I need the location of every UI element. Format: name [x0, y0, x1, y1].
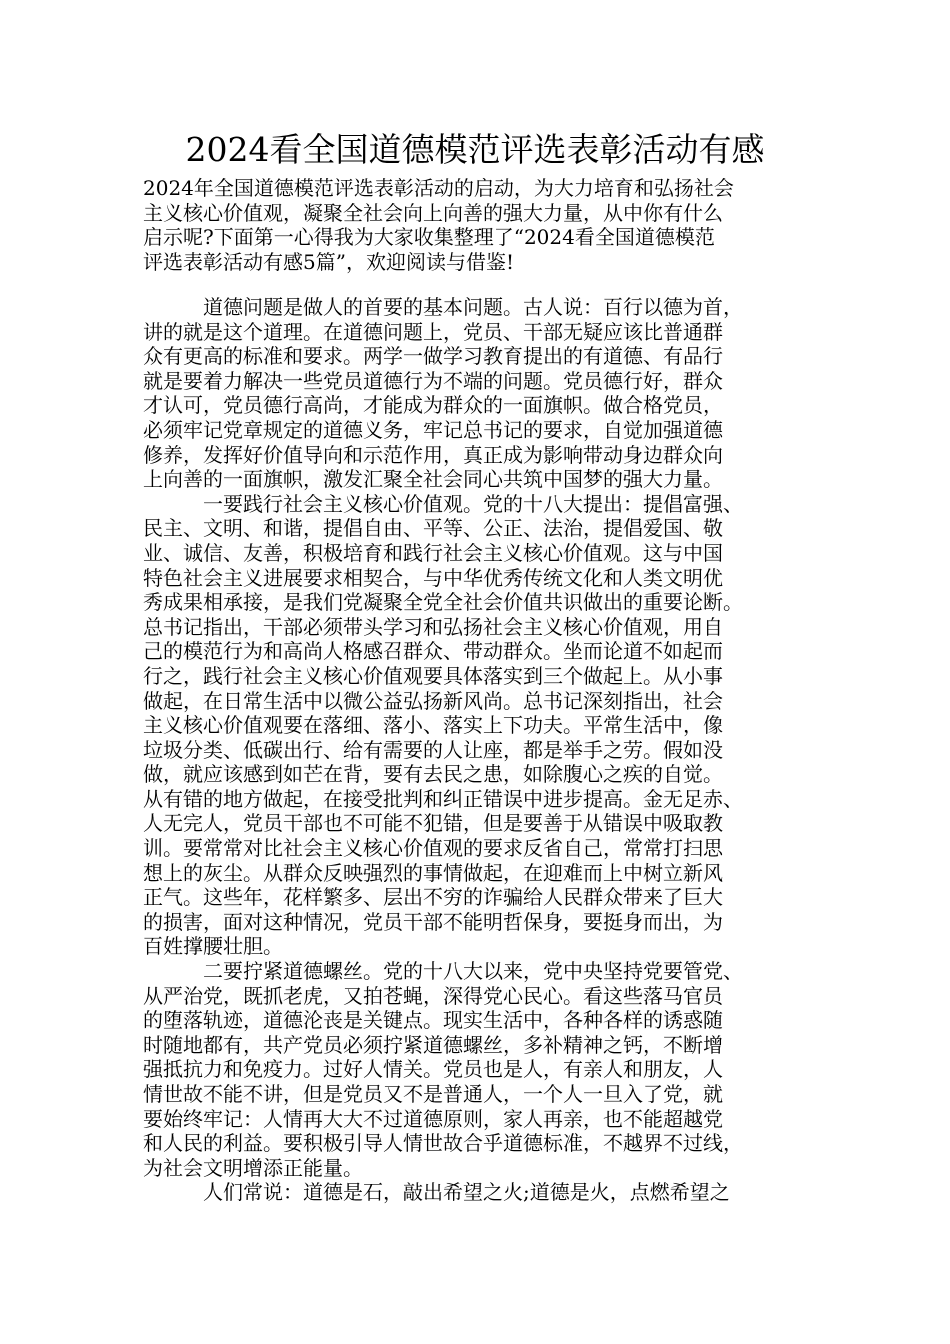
paragraph-line: 才认可，党员德行高尚，才能成为群众的一面旗帜。做合格党员，	[143, 393, 723, 418]
paragraph-line: 必须牢记党章规定的道德义务，牢记总书记的要求，自觉加强道德	[143, 417, 723, 442]
paragraph-line: 讲的就是这个道理。在道德问题上，党员、干部无疑应该比普通群	[143, 319, 723, 344]
paragraph-line: 主义核心价值观要在落细、落小、落实上下功夫。平常生活中，像	[143, 713, 723, 738]
paragraph-line: 百姓撑腰壮胆。	[143, 934, 283, 959]
paragraph-line: 从严治党，既抓老虎，又拍苍蝇，深得党心民心。看这些落马官员	[143, 983, 723, 1008]
paragraph-line: 一要践行社会主义核心价值观。党的十八大提出：提倡富强、	[203, 491, 743, 516]
paragraph-line: 想上的灰尘。从群众反映强烈的事情做起，在迎难而上中树立新风	[143, 860, 723, 885]
paragraph-line: 民主、文明、和谐，提倡自由、平等、公正、法治，提倡爱国、敬	[143, 516, 723, 541]
intro-line: 2024年全国道德模范评选表彰活动的启动，为大力培育和弘扬社会	[143, 176, 734, 200]
body-text	[143, 295, 828, 1205]
paragraph-line: 修养，发挥好价值导向和示范作用，真正成为影响带动身边群众向	[143, 442, 723, 467]
document-title: 2024看全国道德模范评选表彰活动有感	[185, 130, 765, 169]
paragraph-line: 人们常说：道德是石，敲出希望之火;道德是火，点燃希望之	[203, 1180, 730, 1205]
paragraph-line: 强抵抗力和免疫力。过好人情关。党员也是人，有亲人和朋友，人	[143, 1057, 723, 1082]
paragraph-line: 要始终牢记：人情再大大不过道德原则，家人再亲，也不能超越党	[143, 1106, 723, 1131]
paragraph-line: 行之，践行社会主义核心价值观要具体落实到三个做起上。从小事	[143, 663, 723, 688]
paragraph-line: 的损害，面对这种情况，党员干部不能明哲保身，要挺身而出，为	[143, 909, 723, 934]
paragraph-line: 做起，在日常生活中以微公益弘扬新风尚。总书记深刻指出，社会	[143, 688, 723, 713]
paragraph-line: 道德问题是做人的首要的基本问题。古人说：百行以德为首，	[203, 295, 743, 319]
paragraph-line: 二要拧紧道德螺丝。党的十八大以来，党中央坚持党要管党、	[203, 959, 743, 984]
paragraph-line: 正气。这些年，花样繁多、层出不穷的诈骗给人民群众带来了巨大	[143, 885, 723, 910]
paragraph-line: 为社会文明增添正能量。	[143, 1155, 363, 1180]
paragraph-line: 业、诚信、友善，积极培育和践行社会主义核心价值观。这与中国	[143, 540, 723, 565]
intro-paragraph	[143, 176, 828, 274]
paragraph-line: 情世故不能不讲，但是党员又不是普通人，一个人一旦入了党，就	[143, 1082, 723, 1106]
paragraph-line: 己的模范行为和高尚人格感召群众、带动群众。坐而论道不如起而	[143, 639, 723, 664]
paragraph-line: 垃圾分类、低碳出行、给有需要的人让座，都是举手之劳。假如没	[143, 737, 723, 762]
paragraph-line: 训。要常常对比社会主义核心价值观的要求反省自己，常常打扫思	[143, 836, 723, 861]
paragraph-line: 就是要着力解决一些党员道德行为不端的问题。党员德行好，群众	[143, 368, 723, 393]
paragraph-line: 做，就应该感到如芒在背，要有去民之患，如除腹心之疾的自觉。	[143, 762, 723, 787]
paragraph-line: 时随地都有，共产党员必须拧紧道德螺丝，多补精神之钙，不断增	[143, 1032, 723, 1057]
paragraph-line: 人无完人，党员干部也不可能不犯错，但是要善于从错误中吸取教	[143, 811, 723, 836]
intro-line: 启示呢?下面第一心得我为大家收集整理了“2024看全国道德模范	[143, 225, 715, 250]
paragraph-line: 从有错的地方做起，在接受批判和纠正错误中进步提高。金无足赤、	[143, 786, 743, 811]
paragraph-line: 众有更高的标准和要求。两学一做学习教育提出的有道德、有品行	[143, 344, 723, 369]
paragraph-line: 的堕落轨迹，道德沦丧是关键点。现实生活中，各种各样的诱惑随	[143, 1008, 723, 1033]
intro-line: 评选表彰活动有感5篇”，欢迎阅读与借鉴!	[143, 249, 514, 274]
paragraph-line: 和人民的利益。要积极引导人情世故合乎道德标准，不越界不过线，	[143, 1131, 743, 1156]
paragraph-line: 秀成果相承接，是我们党凝聚全党全社会价值共识做出的重要论断。	[143, 590, 743, 615]
paragraph-line: 上向善的一面旗帜，激发汇聚全社会同心共筑中国梦的强大力量。	[143, 467, 723, 492]
intro-line: 主义核心价值观，凝聚全社会向上向善的强大力量，从中你有什么	[143, 200, 723, 225]
paragraph-line: 总书记指出，干部必须带头学习和弘扬社会主义核心价值观，用自	[143, 614, 723, 639]
paragraph-line: 特色社会主义进展要求相契合，与中华优秀传统文化和人类文明优	[143, 565, 723, 590]
